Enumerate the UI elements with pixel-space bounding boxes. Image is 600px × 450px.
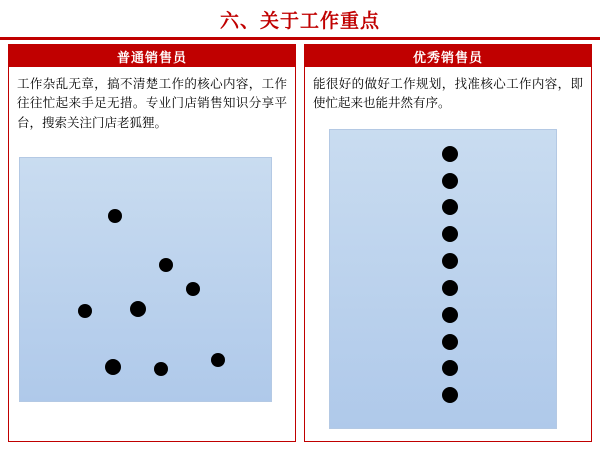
diagram-dot [442,226,458,242]
diagram-dot [442,280,458,296]
diagram-dot [78,304,92,318]
page-title-text: 六、关于工作重点 [219,10,380,32]
diagram-dot [186,282,200,296]
comparison-columns [8,44,592,442]
diagram-dot [211,353,225,367]
column-body-excellent [305,67,591,441]
column-ordinary-salesperson [8,44,296,442]
diagram-dot [154,362,168,376]
page-title [0,0,600,38]
diagram-dot [159,258,173,272]
scattered-dots-diagram [19,157,272,402]
diagram-dot [442,307,458,323]
column-header-excellent: 优秀销售员 [305,45,591,67]
title-divider [0,37,600,40]
diagram-dot [442,173,458,189]
diagram-dot [442,199,458,215]
column-header-ordinary: 普通销售员 [9,45,295,67]
diagram-dot [108,209,122,223]
diagram-dot [130,301,146,317]
diagram-dot [105,359,121,375]
aligned-dots-diagram [329,129,557,429]
column-text-excellent: 能很好的做好工作规划，找准核心工作内容，即使忙起来也能井然有序。 [313,77,583,111]
diagram-dot [442,334,458,350]
diagram-dot [442,387,458,403]
column-excellent-salesperson [304,44,592,442]
column-body-ordinary [9,67,295,441]
diagram-dot [442,253,458,269]
diagram-dot [442,146,458,162]
column-text-ordinary: 工作杂乱无章，搞不清楚工作的核心内容，工作往往忙起来手足无措。专业门店销售知识分享平台，搜索关注门店老狐狸。 [17,77,287,130]
diagram-dot [442,360,458,376]
